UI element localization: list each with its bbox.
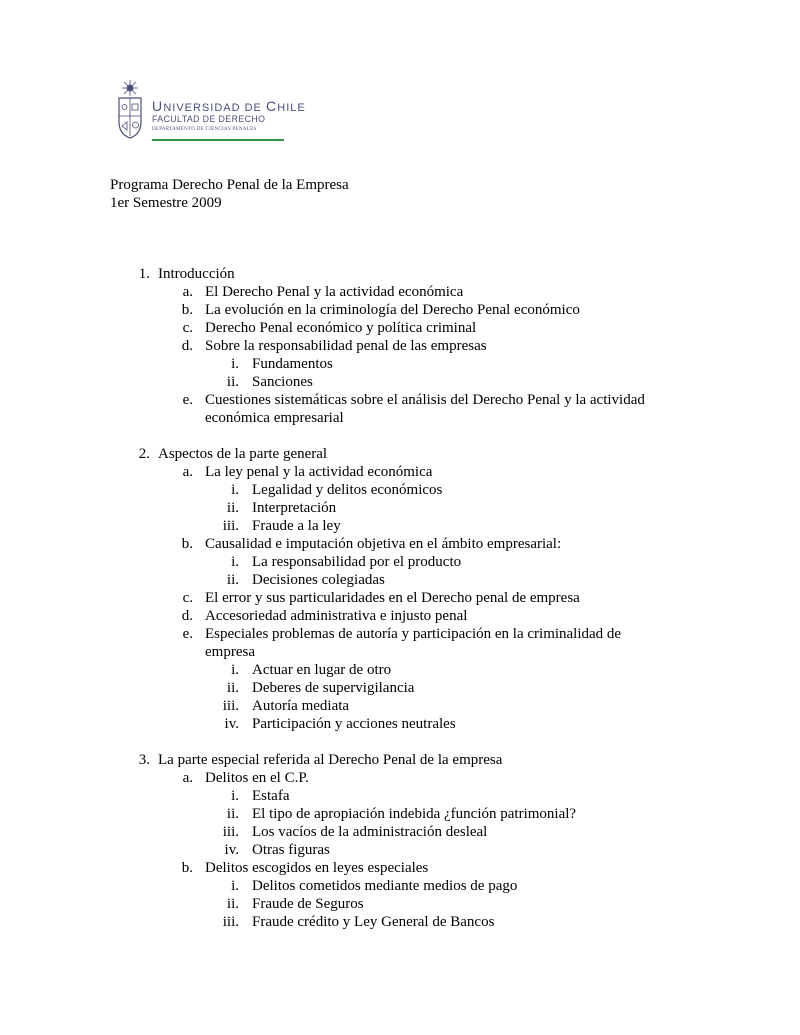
section-spacer bbox=[0, 733, 800, 751]
outline-marker: e. bbox=[182, 392, 193, 408]
outline-text: El tipo de apropiación indebida ¿función patrimonial? bbox=[252, 806, 577, 822]
outline-item-level-1 bbox=[0, 751, 800, 769]
outline-text: El Derecho Penal y la actividad económica bbox=[205, 284, 464, 300]
outline-marker: iii. bbox=[222, 914, 239, 930]
outline-item-level-1 bbox=[0, 445, 800, 463]
university-logo bbox=[115, 78, 315, 144]
outline-marker: i. bbox=[231, 356, 239, 372]
outline-text: Deberes de supervigilancia bbox=[252, 680, 415, 696]
logo-underline bbox=[152, 139, 284, 141]
outline-text: Interpretación bbox=[252, 500, 337, 516]
outline-item-level-3 bbox=[0, 877, 800, 895]
outline-text: Autoría mediata bbox=[252, 698, 350, 714]
outline-item-level-2 bbox=[0, 337, 800, 355]
outline-marker: d. bbox=[181, 338, 193, 354]
outline-marker: ii. bbox=[226, 806, 239, 822]
outline-text: Otras figuras bbox=[252, 842, 330, 858]
outline-marker: iv. bbox=[224, 842, 239, 858]
outline-marker: d. bbox=[181, 608, 193, 624]
outline-text: Participación y acciones neutrales bbox=[252, 716, 456, 732]
outline-marker: i. bbox=[231, 878, 239, 894]
outline-text: Fundamentos bbox=[252, 356, 333, 372]
outline-text: Causalidad e imputación objetiva en el ámbito empresarial: bbox=[205, 536, 562, 552]
outline-text: Delitos escogidos en leyes especiales bbox=[205, 860, 429, 876]
outline-item-level-3 bbox=[0, 787, 800, 805]
outline-marker: ii. bbox=[226, 680, 239, 696]
outline-marker: c. bbox=[182, 590, 193, 606]
outline-item-level-3 bbox=[0, 895, 800, 913]
outline-text: Aspectos de la parte general bbox=[158, 446, 328, 462]
outline-marker: 3. bbox=[138, 752, 150, 768]
outline-text: El error y sus particularidades en el Derecho penal de empresa bbox=[205, 590, 580, 606]
outline-item-level-2 bbox=[0, 859, 800, 877]
outline-item-level-3 bbox=[0, 697, 800, 715]
outline-item-level-1 bbox=[0, 265, 800, 283]
outline-item-level-2 bbox=[0, 769, 800, 787]
outline-text: Actuar en lugar de otro bbox=[252, 662, 392, 678]
outline-text: Sanciones bbox=[252, 374, 313, 390]
outline-item-level-2 bbox=[0, 589, 800, 607]
outline-item-level-2 bbox=[0, 283, 800, 301]
outline-marker: 1. bbox=[138, 266, 150, 282]
outline-item-level-2 bbox=[0, 301, 800, 319]
outline-item-level-3 bbox=[0, 373, 800, 391]
outline-item-level-2 bbox=[0, 319, 800, 337]
outline-marker: i. bbox=[231, 554, 239, 570]
outline-text: Accesoriedad administrativa e injusto penal bbox=[205, 608, 468, 624]
outline-item-level-3 bbox=[0, 913, 800, 931]
outline-text: Delitos cometidos mediante medios de pago bbox=[252, 878, 518, 894]
outline-item-level-3 bbox=[0, 571, 800, 589]
outline-item-level-3 bbox=[0, 805, 800, 823]
outline-marker: ii. bbox=[226, 374, 239, 390]
outline-item-level-3 bbox=[0, 481, 800, 499]
outline-item-level-3 bbox=[0, 661, 800, 679]
outline-item-level-2 bbox=[0, 463, 800, 481]
outline-item-level-3 bbox=[0, 841, 800, 859]
outline-text: Fraude de Seguros bbox=[252, 896, 364, 912]
outline-text: Delitos en el C.P. bbox=[205, 770, 309, 786]
outline-item-level-3 bbox=[0, 553, 800, 571]
outline-marker: iii. bbox=[222, 698, 239, 714]
outline-marker: a. bbox=[182, 464, 193, 480]
section-spacer bbox=[0, 427, 800, 445]
outline-item-level-2 bbox=[0, 643, 800, 661]
outline-item-level-2 bbox=[0, 625, 800, 643]
outline-marker: ii. bbox=[226, 572, 239, 588]
outline-item-level-3 bbox=[0, 715, 800, 733]
outline-text: La responsabilidad por el producto bbox=[252, 554, 462, 570]
outline-text: Introducción bbox=[158, 266, 235, 282]
outline-item-level-2 bbox=[0, 391, 800, 409]
department-name: DEPARTAMENTO DE CIENCIAS PENALES bbox=[152, 127, 257, 132]
university-seal-icon bbox=[115, 78, 145, 140]
outline-marker: ii. bbox=[226, 896, 239, 912]
outline-marker: c. bbox=[182, 320, 193, 336]
outline-item-level-2 bbox=[0, 409, 800, 427]
outline-marker: iv. bbox=[224, 716, 239, 732]
outline-marker: i. bbox=[231, 482, 239, 498]
outline-item-level-3 bbox=[0, 679, 800, 697]
outline-marker: iii. bbox=[222, 824, 239, 840]
document-semester: 1er Semestre 2009 bbox=[110, 195, 222, 211]
outline-marker: b. bbox=[181, 302, 193, 318]
outline-text: Especiales problemas de autoría y participación en la criminalidad de bbox=[205, 626, 622, 642]
outline-text: Fraude crédito y Ley General de Bancos bbox=[252, 914, 495, 930]
university-name: UNIVERSIDAD DE CHILE bbox=[152, 98, 306, 114]
outline-marker: a. bbox=[182, 284, 193, 300]
outline-text: La evolución en la criminología del Derecho Penal económico bbox=[205, 302, 580, 318]
outline-marker: i. bbox=[231, 788, 239, 804]
outline-text: Sobre la responsabilidad penal de las empresas bbox=[205, 338, 487, 354]
outline-marker: a. bbox=[182, 770, 193, 786]
outline-text: La parte especial referida al Derecho Penal de la empresa bbox=[158, 752, 503, 768]
faculty-name: FACULTAD DE DERECHO bbox=[152, 114, 266, 124]
outline-text: económica empresarial bbox=[205, 410, 344, 426]
outline-text: Legalidad y delitos económicos bbox=[252, 482, 443, 498]
outline-marker: i. bbox=[231, 662, 239, 678]
outline-item-level-3 bbox=[0, 355, 800, 373]
outline-marker: b. bbox=[181, 860, 193, 876]
outline-marker: 2. bbox=[138, 446, 150, 462]
outline-item-level-3 bbox=[0, 823, 800, 841]
outline-text: Derecho Penal económico y política criminal bbox=[205, 320, 477, 336]
outline-text: empresa bbox=[205, 644, 255, 660]
outline-item-level-3 bbox=[0, 517, 800, 535]
course-outline bbox=[0, 265, 800, 931]
outline-item-level-2 bbox=[0, 535, 800, 553]
outline-marker: b. bbox=[181, 536, 193, 552]
outline-text: Estafa bbox=[252, 788, 290, 804]
outline-text: La ley penal y la actividad económica bbox=[205, 464, 433, 480]
outline-marker: e. bbox=[182, 626, 193, 642]
outline-item-level-3 bbox=[0, 499, 800, 517]
outline-marker: iii. bbox=[222, 518, 239, 534]
outline-text: Fraude a la ley bbox=[252, 518, 341, 534]
outline-marker: ii. bbox=[226, 500, 239, 516]
outline-item-level-2 bbox=[0, 607, 800, 625]
outline-text: Cuestiones sistemáticas sobre el análisis del Derecho Penal y la actividad bbox=[205, 392, 645, 408]
outline-text: Los vacíos de la administración desleal bbox=[252, 824, 488, 840]
document-title: Programa Derecho Penal de la Empresa bbox=[110, 177, 349, 193]
outline-text: Decisiones colegiadas bbox=[252, 572, 385, 588]
